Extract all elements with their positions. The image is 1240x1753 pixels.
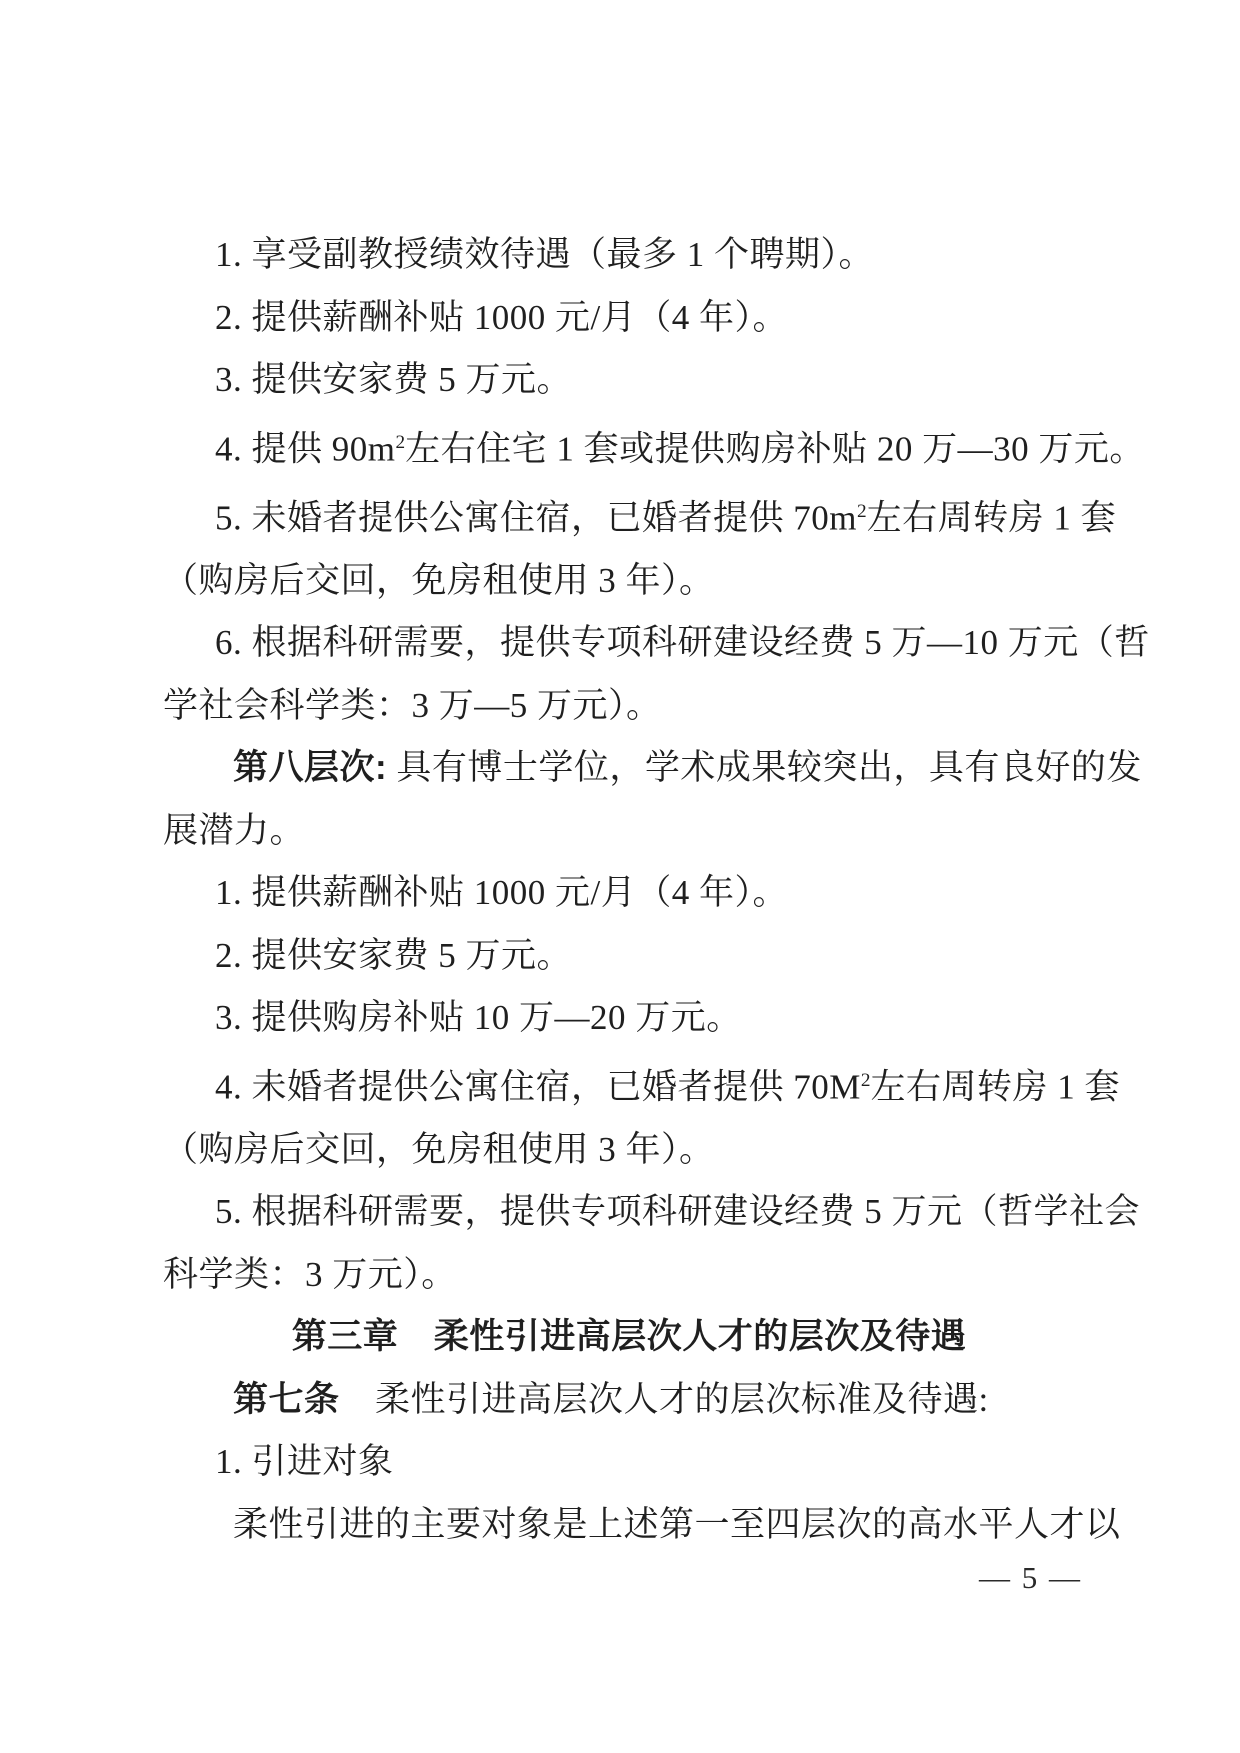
text-line [163,287,1095,350]
text-segment: 具有博士学位，学术成果较突出，具有良好的发 [387,748,1142,788]
text-segment: 2. 提供薪酬补贴 1000 元/月（4 年）。 [215,297,788,337]
text-segment: 5. 未婚者提供公寓住宿，已婚者提供 70m [215,498,857,538]
page-footer [979,1560,1082,1596]
text-line [163,862,1095,925]
text-line [163,349,1095,412]
text-line [163,737,1142,800]
text-segment: 3. 提供购房补贴 10 万—20 万元。 [215,998,742,1038]
text-line [163,675,1095,738]
text-line [163,612,1150,675]
text-line [163,800,1095,863]
text-segment: 学社会科学类：3 万—5 万元）。 [163,685,662,725]
page-number: — 5 — [979,1560,1082,1595]
text-line [163,1244,1095,1307]
text-segment: 4. 提供 90m [215,429,396,469]
text-line [163,1119,1095,1182]
text-segment: 展潜力。 [163,810,306,850]
bold-label: 第八层次: [233,748,388,788]
text-segment: 左右住宅 1 套或提供购房补贴 20 万—30 万元。 [405,429,1145,469]
text-line [163,1431,1095,1494]
text-segment: 柔性引进的主要对象是上述第一至四层次的高水平人才以 [233,1504,1121,1544]
text-segment: 柔性引进高层次人才的层次标准及待遇: [339,1379,989,1419]
text-line [163,1369,1095,1432]
text-segment: 1. 提供薪酬补贴 1000 元/月（4 年）。 [215,873,788,913]
chapter-heading [163,1306,1095,1369]
text-line [163,224,1095,287]
text-segment: 4. 未婚者提供公寓住宿，已婚者提供 70M [215,1067,861,1107]
superscript: 2 [856,500,867,522]
text-segment: 1. 引进对象 [215,1442,394,1482]
text-segment: 左右周转房 1 套 [866,498,1117,538]
text-segment: 1. 享受副教授绩效待遇（最多 1 个聘期）。 [215,235,875,274]
text-line [163,1050,1121,1119]
text-segment: （购房后交回，免房租使用 3 年）。 [163,1129,715,1169]
text-segment: 6. 根据科研需要，提供专项科研建设经费 5 万—10 万元（哲 [215,623,1150,663]
text-line [163,481,1117,550]
text-line [163,550,1095,613]
bold-label: 第三章 柔性引进高层次人才的层次及待遇 [291,1317,967,1357]
document-body [163,224,1150,1556]
text-line [163,925,1095,988]
text-segment: 左右周转房 1 套 [870,1067,1121,1107]
text-segment: 2. 提供安家费 5 万元。 [215,935,573,975]
text-segment: 科学类：3 万元）。 [163,1254,457,1294]
text-segment: （购房后交回，免房租使用 3 年）。 [163,560,715,600]
text-line [163,1181,1141,1244]
superscript: 2 [395,431,406,453]
bold-label: 第七条 [233,1379,340,1419]
text-line [163,412,1145,481]
text-segment: 5. 根据科研需要，提供专项科研建设经费 5 万元（哲学社会 [215,1192,1141,1232]
text-segment: 3. 提供安家费 5 万元。 [215,360,573,399]
superscript: 2 [860,1069,871,1091]
text-line [163,987,1095,1050]
text-line [163,1494,1121,1557]
